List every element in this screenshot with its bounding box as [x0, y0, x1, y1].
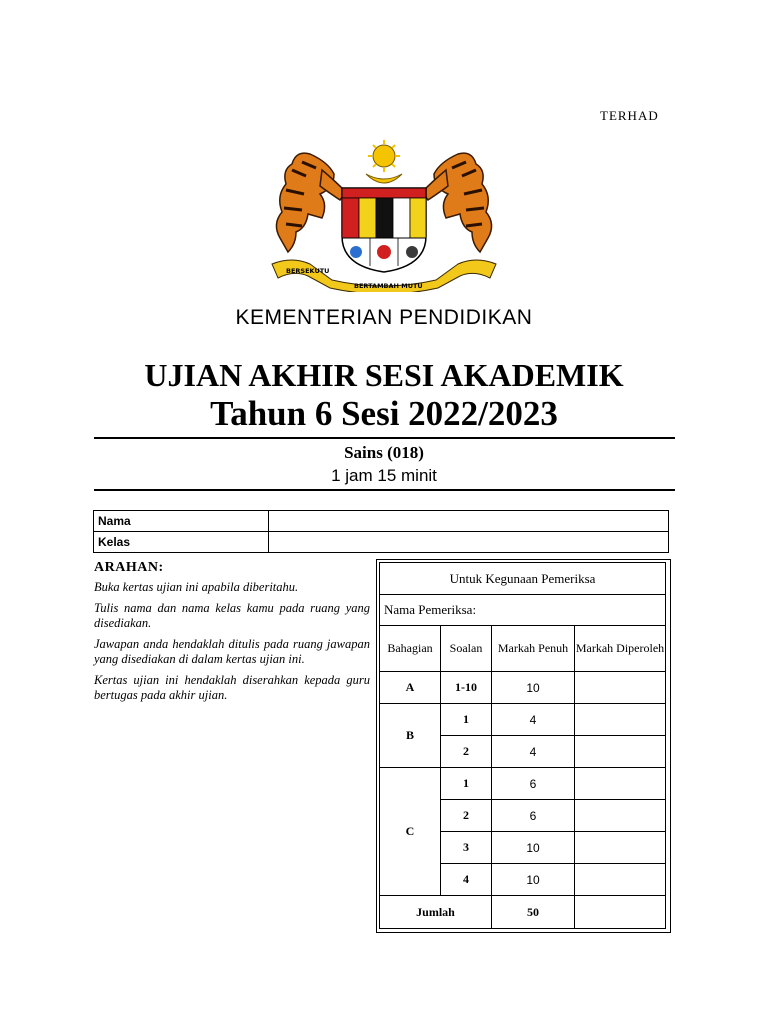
- examiner-box: [376, 559, 671, 933]
- header-section: Bahagian: [380, 626, 441, 672]
- obtained-marks-cell[interactable]: [575, 832, 666, 864]
- question-cell: 1: [441, 704, 492, 736]
- class-label: Kelas: [94, 532, 269, 553]
- obtained-marks-cell[interactable]: [575, 864, 666, 896]
- name-field[interactable]: [269, 511, 669, 532]
- full-marks-cell: 6: [492, 768, 575, 800]
- obtained-marks-cell[interactable]: [575, 736, 666, 768]
- crest-motto-center: BERTAMBAH MUTU: [354, 282, 423, 290]
- section-a-label: A: [380, 672, 441, 704]
- crescent-emblem: [366, 174, 402, 183]
- question-cell: 3: [441, 832, 492, 864]
- table-row: [380, 626, 666, 672]
- obtained-marks-cell[interactable]: [575, 672, 666, 704]
- examiner-name-label[interactable]: Nama Pemeriksa:: [380, 595, 666, 626]
- exam-year: Tahun 6 Sesi 2022/2023: [210, 394, 558, 433]
- table-row: [380, 672, 666, 704]
- full-marks-cell: 10: [492, 832, 575, 864]
- instruction-item: Buka kertas ujian ini apabila diberitahu.: [94, 580, 299, 594]
- table-row: [94, 511, 669, 532]
- shield-emblem: [342, 188, 426, 272]
- malaysia-coat-of-arms: [262, 140, 506, 292]
- question-cell: 4: [441, 864, 492, 896]
- divider-bottom: [94, 489, 675, 491]
- instructions-block: [94, 560, 370, 709]
- table-row: [94, 532, 669, 553]
- full-marks-cell: 10: [492, 672, 575, 704]
- question-cell: 1: [441, 768, 492, 800]
- left-tiger-icon: [276, 153, 346, 252]
- section-c-label: C: [380, 768, 441, 896]
- header-full-marks: Markah Penuh: [492, 626, 575, 672]
- total-marks: 50: [492, 896, 575, 929]
- table-row: [380, 768, 666, 800]
- obtained-marks-cell[interactable]: [575, 704, 666, 736]
- table-row: [380, 595, 666, 626]
- name-label: Nama: [94, 511, 269, 532]
- header-question: Soalan: [441, 626, 492, 672]
- obtained-marks-cell[interactable]: [575, 768, 666, 800]
- class-field[interactable]: [269, 532, 669, 553]
- classification-label: TERHAD: [600, 108, 659, 123]
- instruction-item: Kertas ujian ini hendaklah diserahkan kepada guru bertugas pada akhir ujian.: [94, 673, 370, 702]
- crest-motto-left: BERSEKUTU: [286, 267, 330, 275]
- obtained-marks-cell[interactable]: [575, 800, 666, 832]
- full-marks-cell: 6: [492, 800, 575, 832]
- right-tiger-icon: [422, 153, 492, 252]
- examiner-table: [379, 562, 666, 929]
- sun-emblem: [368, 140, 400, 172]
- question-cell: 2: [441, 736, 492, 768]
- exam-title: UJIAN AKHIR SESI AKADEMIK: [144, 357, 624, 393]
- instructions-heading: ARAHAN:: [94, 560, 164, 575]
- instruction-item: Tulis nama dan nama kelas kamu pada ruang yang disediakan.: [94, 601, 370, 630]
- exam-duration: 1 jam 15 minit: [331, 466, 437, 485]
- question-cell: 2: [441, 800, 492, 832]
- section-b-label: B: [380, 704, 441, 768]
- subject-title: Sains (018): [344, 443, 424, 462]
- full-marks-cell: 10: [492, 864, 575, 896]
- table-row: [380, 896, 666, 929]
- divider-top: [94, 437, 675, 439]
- full-marks-cell: 4: [492, 704, 575, 736]
- instruction-item: Jawapan anda hendaklah ditulis pada ruang jawapan yang disediakan di dalam kertas ujian ini.: [94, 637, 370, 666]
- question-cell: 1-10: [441, 672, 492, 704]
- table-row: [380, 563, 666, 595]
- ministry-name: KEMENTERIAN PENDIDIKAN: [235, 306, 533, 329]
- examiner-table-title: Untuk Kegunaan Pemeriksa: [380, 563, 666, 595]
- total-obtained-cell[interactable]: [575, 896, 666, 929]
- full-marks-cell: 4: [492, 736, 575, 768]
- table-row: [380, 704, 666, 736]
- header-obtained-marks: Markah Diperoleh: [575, 626, 666, 672]
- total-label: Jumlah: [380, 896, 492, 929]
- student-info-table: [93, 510, 669, 553]
